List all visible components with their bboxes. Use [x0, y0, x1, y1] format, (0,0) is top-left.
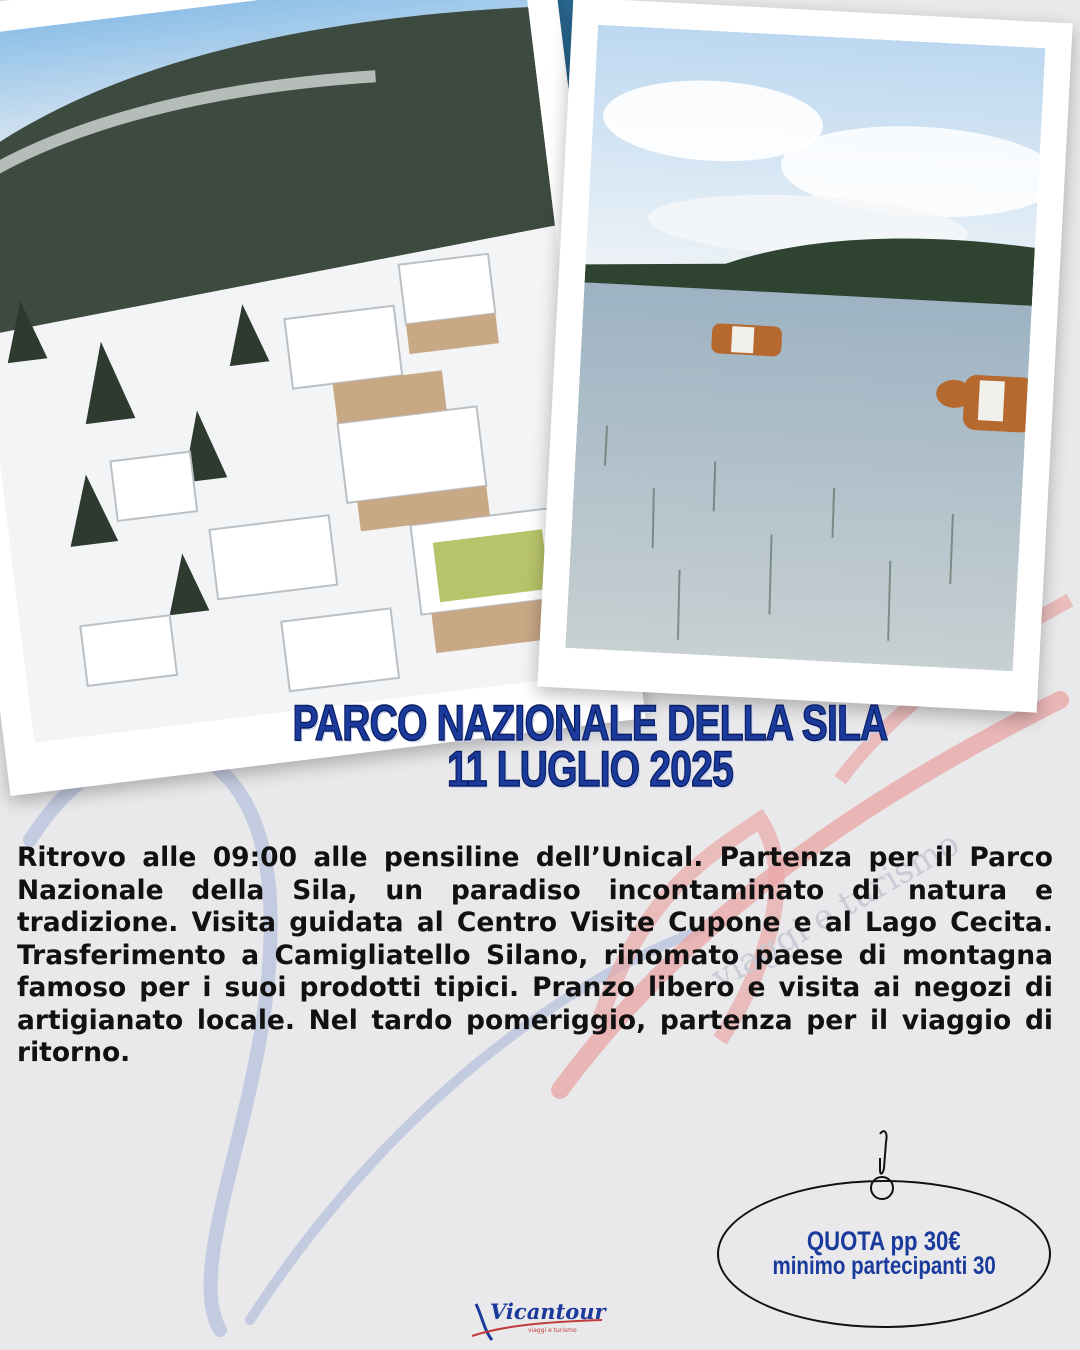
itinerary-description: Ritrovo alle 09:00 alle pensiline dell’Unical. Partenza per il Parco Nazionale della Sila, un paradiso incontaminato di natura e tradizione. Visita guidata al Centro Visite Cupone e al Lago Cecita. Trasferimento a Camigliatello Silano, rinomato paese di montagna famoso per i suoi prodotti tipici. Pranzo libero e visita ai negozi di artigianato locale. Nel tardo pomeriggio, partenza per il viaggio di ritorno.: [17, 842, 1053, 1068]
title-line-1: PARCO NAZIONALE DELLA SILA: [292, 695, 888, 751]
page-title: [286, 695, 894, 797]
logo-name: Vicantour: [490, 1299, 606, 1324]
price-quote: QUOTA pp 30€: [807, 1226, 961, 1256]
photo-lake-cows: [537, 0, 1072, 713]
price-tag: [717, 1180, 1051, 1328]
svg-text:viaggi e turismo: viaggi e turismo: [704, 823, 967, 998]
minimum-participants: minimo partecipanti 30: [772, 1252, 996, 1280]
title-line-2: 11 LUGLIO 2025: [446, 741, 734, 797]
logo-tagline: viaggi e turismo: [528, 1327, 577, 1334]
vicantour-logo: [462, 1296, 612, 1346]
